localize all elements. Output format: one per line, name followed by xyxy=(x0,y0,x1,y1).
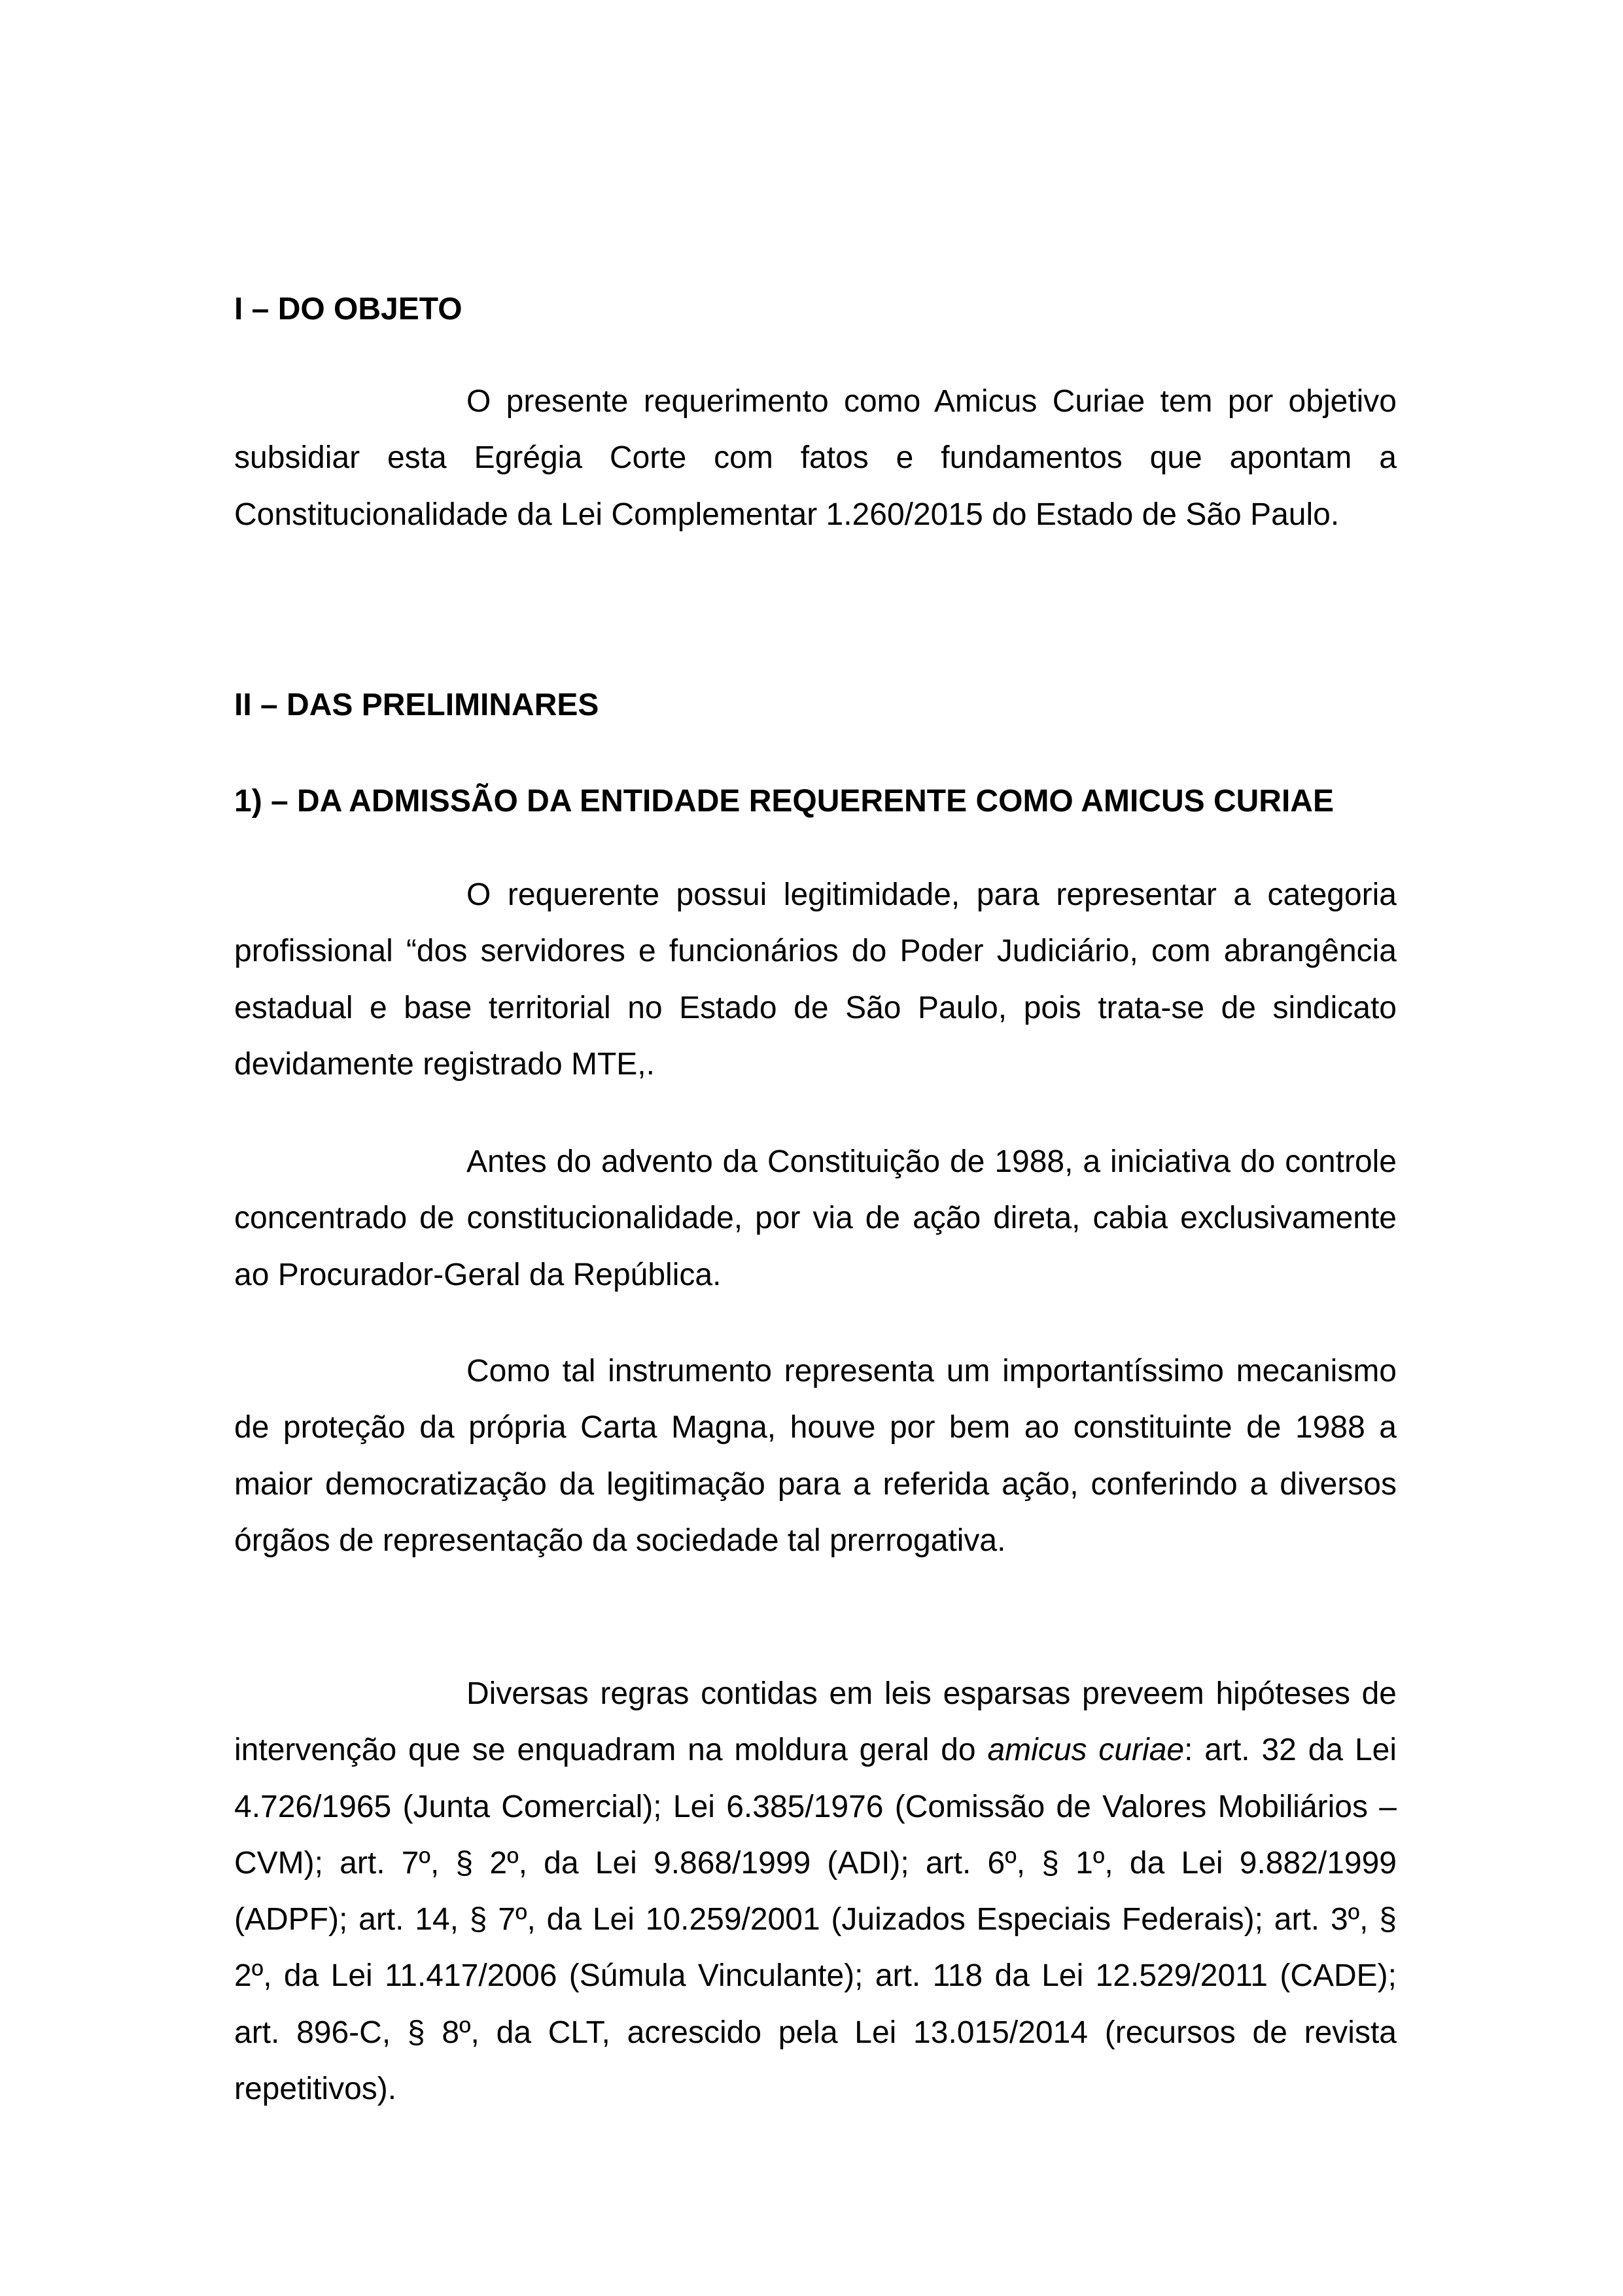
paragraph-legitimidade: O requerente possui legitimidade, para representar a categoria profissional “dos servidores e funcionários do Poder Judiciário, com abrangência estadual e base territorial no Estado de São Paulo, pois trata-se de sindicato devidamente registrado MTE,. xyxy=(234,877,1397,1082)
amicus-curiae-italic: amicus curiae xyxy=(987,1733,1185,1768)
paragraph-instrumento: Como tal instrumento representa um importantíssimo mecanismo de proteção da própria Carta Magna, houve por bem ao constituinte de 1988 a maior democratização da legitimação para a referida ação, conferindo a diversos órgãos de representação da sociedade tal prerrogativa. xyxy=(234,1354,1397,1558)
section-heading-objeto: I – DO OBJETO xyxy=(234,292,462,327)
paragraph-regras-text-end: : art. 32 da Lei 4.726/1965 (Junta Comercial); Lei 6.385/1976 (Comissão de Valores Mobiliários – CVM); art. 7º, § 2º, da Lei 9.868/1999 (ADI); art. 6º, § 1º, da Lei 9.882/1999 (ADPF); art. 14, § 7º, da Lei 10.259/2001 (Juizados Especiais Federais); art. 3º, § 2º, da Lei 11.417/2006 (Súmula Vinculante); art. 118 da Lei 12.529/2011 (CADE); art. 896-C, § 8º, da CLT, acrescido pela Lei 13.015/2014 (recursos de revista repetitivos). xyxy=(234,1733,1397,2107)
document-page xyxy=(234,0,1397,2296)
subsection-heading-admissao: 1) – DA ADMISSÃO DA ENTIDADE REQUERENTE COMO AMICUS CURIAE xyxy=(234,784,1334,819)
paragraph-regras-text-start: Diversas regras contidas em leis esparsas preveem hipóteses de intervenção que se enquadram na moldura geral do xyxy=(234,1676,1397,1768)
section-heading-preliminares: II – DAS PRELIMINARES xyxy=(234,688,599,722)
paragraph-objeto: O presente requerimento como Amicus Curiae tem por objetivo subsidiar esta Egrégia Corte com fatos e fundamentos que apontam a Constitucionalidade da Lei Complementar 1.260/2015 do Estado de São Paulo. xyxy=(234,384,1397,532)
paragraph-constituicao-1988: Antes do advento da Constituição de 1988, a iniciativa do controle concentrado de constitucionalidade, por via de ação direta, cabia exclusivamente ao Procurador-Geral da República. xyxy=(234,1144,1397,1292)
paragraph-regras-esparsas xyxy=(234,1666,1397,2117)
